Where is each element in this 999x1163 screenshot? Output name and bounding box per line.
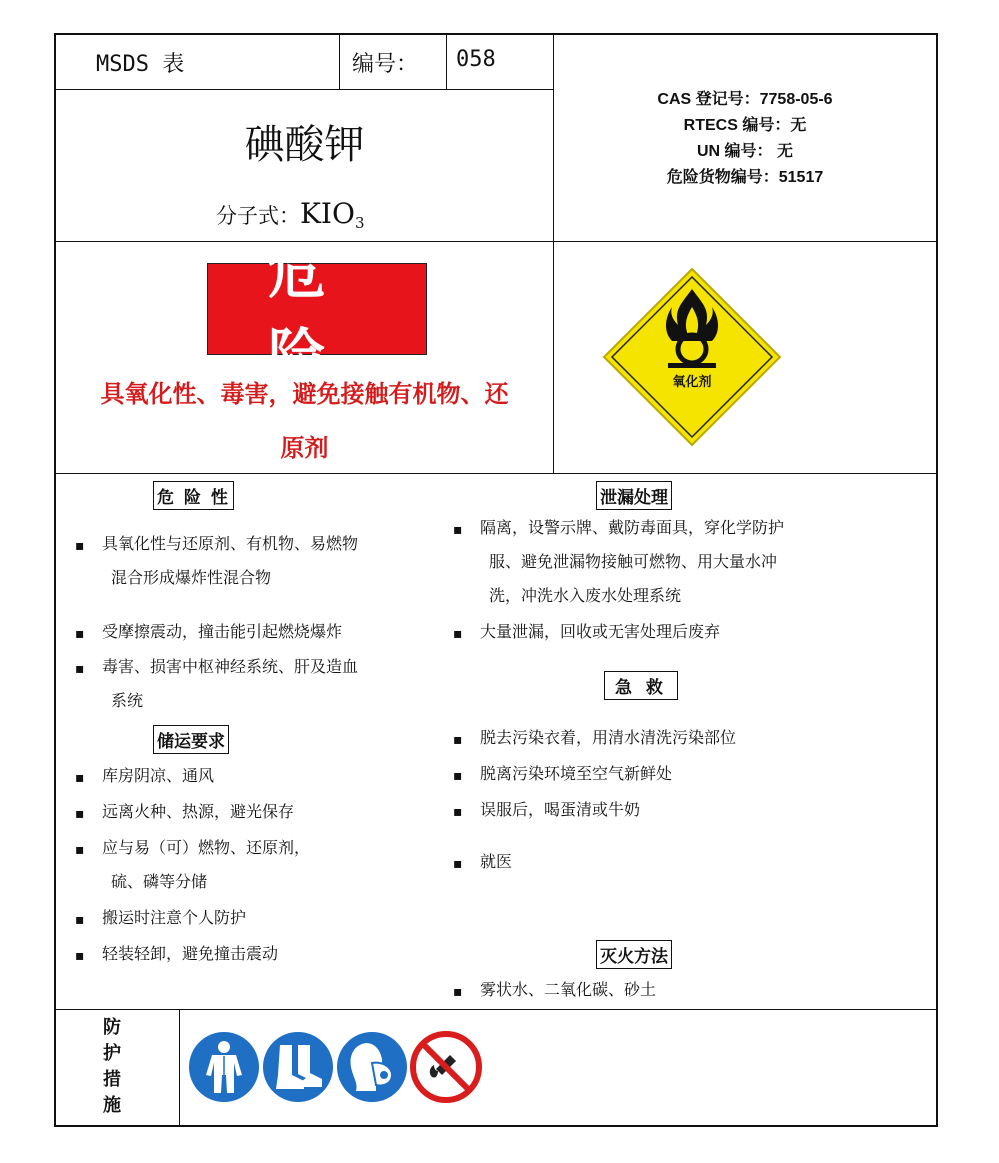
protection-label-char-4: 施: [103, 1095, 121, 1116]
msds-sheet: [54, 33, 938, 1127]
hazard-item-1-line2: 混合形成爆炸性混合物: [111, 568, 272, 587]
first-aid-item-2: ▪ 脱离污染环境至空气新鲜处: [480, 757, 880, 791]
spill-item-2-line1: 大量泄漏，回收或无害处理后废弃: [480, 622, 721, 641]
spill-item-1: ▪ 隔离，设警示牌、戴防毒面具，穿化学防护 服、避免泄漏物接触可燃物、用大量水冲 洗，冲洗水入废水处理系统: [480, 511, 880, 613]
formula-sub: 3: [354, 214, 365, 233]
divider-vertical-hdr2: [446, 35, 447, 89]
divider-vertical-hdr1: [339, 35, 340, 89]
msds-label: MSDS 表: [96, 52, 185, 77]
cas-number: CAS 登记号：7758-05-6: [657, 91, 833, 108]
ppe-suit: [188, 1031, 260, 1103]
spill-item-1-line1: 隔离，设警示牌、戴防毒面具，穿化学防护: [480, 518, 785, 537]
storage-item-4-line1: 搬运时注意个人防护: [102, 908, 247, 927]
fire-item-1: ▪ 雾状水、二氧化碳、砂土: [480, 973, 880, 1007]
storage-item-5: ▪ 轻装轻卸，避免撞击震动: [102, 937, 432, 971]
storage-item-3: ▪ 应与易（可）燃物、还原剂， 硫、磷等分储: [102, 831, 432, 899]
identifiers-block: [554, 87, 936, 191]
storage-item-3-line2: 硫、磷等分储: [111, 872, 208, 891]
rtecs-number: RTECS 编号：无: [683, 117, 807, 134]
divider-name: [56, 241, 936, 242]
no-open-flame-icon: [410, 1031, 482, 1103]
protection-label: [86, 1015, 138, 1119]
oxidizer-pictogram: [602, 267, 782, 447]
spill-item-1-line2: 服、避免泄漏物接触可燃物、用大量水冲: [489, 552, 778, 571]
divider-protection: [56, 1009, 936, 1010]
number-value: 058: [456, 47, 496, 72]
ppe-no-flame: [410, 1031, 482, 1103]
hazard-warning-line1: 具氧化性、毒害，避免接触有机物、还: [100, 380, 509, 408]
divider-header: [56, 89, 553, 90]
divider-protection-label: [179, 1009, 180, 1125]
respirator-mask-icon: [336, 1031, 408, 1103]
spill-item-2: ▪ 大量泄漏，回收或无害处理后废弃: [480, 615, 880, 649]
section-title-first-aid: 急 救: [604, 671, 678, 700]
protection-label-char-1: 防: [103, 1017, 121, 1038]
protective-suit-icon: [188, 1031, 260, 1103]
danger-signal-box: 危险: [207, 263, 427, 355]
safety-boots-icon: [262, 1031, 334, 1103]
hazard-warning: [56, 367, 553, 475]
section-title-storage: 储运要求: [153, 725, 229, 754]
storage-item-3-line1: 应与易（可）燃物、还原剂，: [102, 838, 311, 857]
first-aid-item-1-line1: 脱去污染衣着，用清水清洗污染部位: [480, 728, 737, 747]
hazard-item-2-line1: 受摩擦震动，撞击能引起燃烧爆炸: [102, 622, 343, 641]
first-aid-item-1: ▪ 脱去污染衣着，用清水清洗污染部位: [480, 721, 880, 755]
storage-item-5-line1: 轻装轻卸，避免撞击震动: [102, 944, 279, 963]
protection-label-char-3: 措: [103, 1069, 121, 1090]
hazard-warning-line2: 原剂: [280, 434, 329, 462]
first-aid-item-4: ▪ 就医: [480, 845, 880, 879]
first-aid-item-3: ▪ 误服后，喝蛋清或牛奶: [480, 793, 880, 827]
hazard-item-1-line1: 具氧化性与还原剂、有机物、易燃物: [102, 534, 359, 553]
formula-main: KIO: [300, 197, 355, 230]
protection-label-char-2: 护: [103, 1043, 121, 1064]
storage-item-4: ▪ 搬运时注意个人防护: [102, 901, 432, 935]
oxidizer-diamond-icon: [602, 267, 782, 447]
chemical-name: 碘酸钾: [244, 122, 365, 168]
spill-item-1-line3: 洗，冲洗水入废水处理系统: [489, 586, 682, 605]
dangerous-goods-number: 危险货物编号：51517: [666, 169, 824, 186]
fire-item-1-line1: 雾状水、二氧化碳、砂土: [480, 980, 657, 999]
hazard-item-1: ▪ 具氧化性与还原剂、有机物、易燃物 混合形成爆炸性混合物: [102, 527, 432, 595]
storage-item-2: ▪ 远离火种、热源，避光保存: [102, 795, 432, 829]
section-title-fire: 灭火方法: [596, 940, 672, 969]
hazard-item-3: ▪ 毒害、损害中枢神经系统、肝及造血 系统: [102, 650, 432, 718]
first-aid-item-3-line1: 误服后，喝蛋清或牛奶: [480, 800, 641, 819]
un-number: UN 编号： 无: [696, 143, 793, 160]
ppe-boots: [262, 1031, 334, 1103]
storage-item-1-line1: 库房阴凉、通风: [102, 766, 215, 785]
storage-item-2-line1: 远离火种、热源，避光保存: [102, 802, 295, 821]
hazard-item-3-line1: 毒害、损害中枢神经系统、肝及造血: [102, 657, 359, 676]
pictogram-label: 氧化剂: [672, 375, 712, 390]
number-label: 编号：: [352, 52, 419, 77]
formula-label: 分子式：: [216, 204, 300, 228]
hazard-item-2: ▪ 受摩擦震动，撞击能引起燃烧爆炸: [102, 615, 432, 649]
first-aid-item-2-line1: 脱离污染环境至空气新鲜处: [480, 764, 673, 783]
section-title-spill: 泄漏处理: [596, 481, 672, 510]
storage-item-1: ▪ 库房阴凉、通风: [102, 759, 432, 793]
ppe-respirator: [336, 1031, 408, 1103]
section-title-hazard: 危 险 性: [153, 481, 234, 510]
first-aid-item-4-line1: 就医: [480, 852, 513, 871]
hazard-item-3-line2: 系统: [111, 691, 144, 710]
